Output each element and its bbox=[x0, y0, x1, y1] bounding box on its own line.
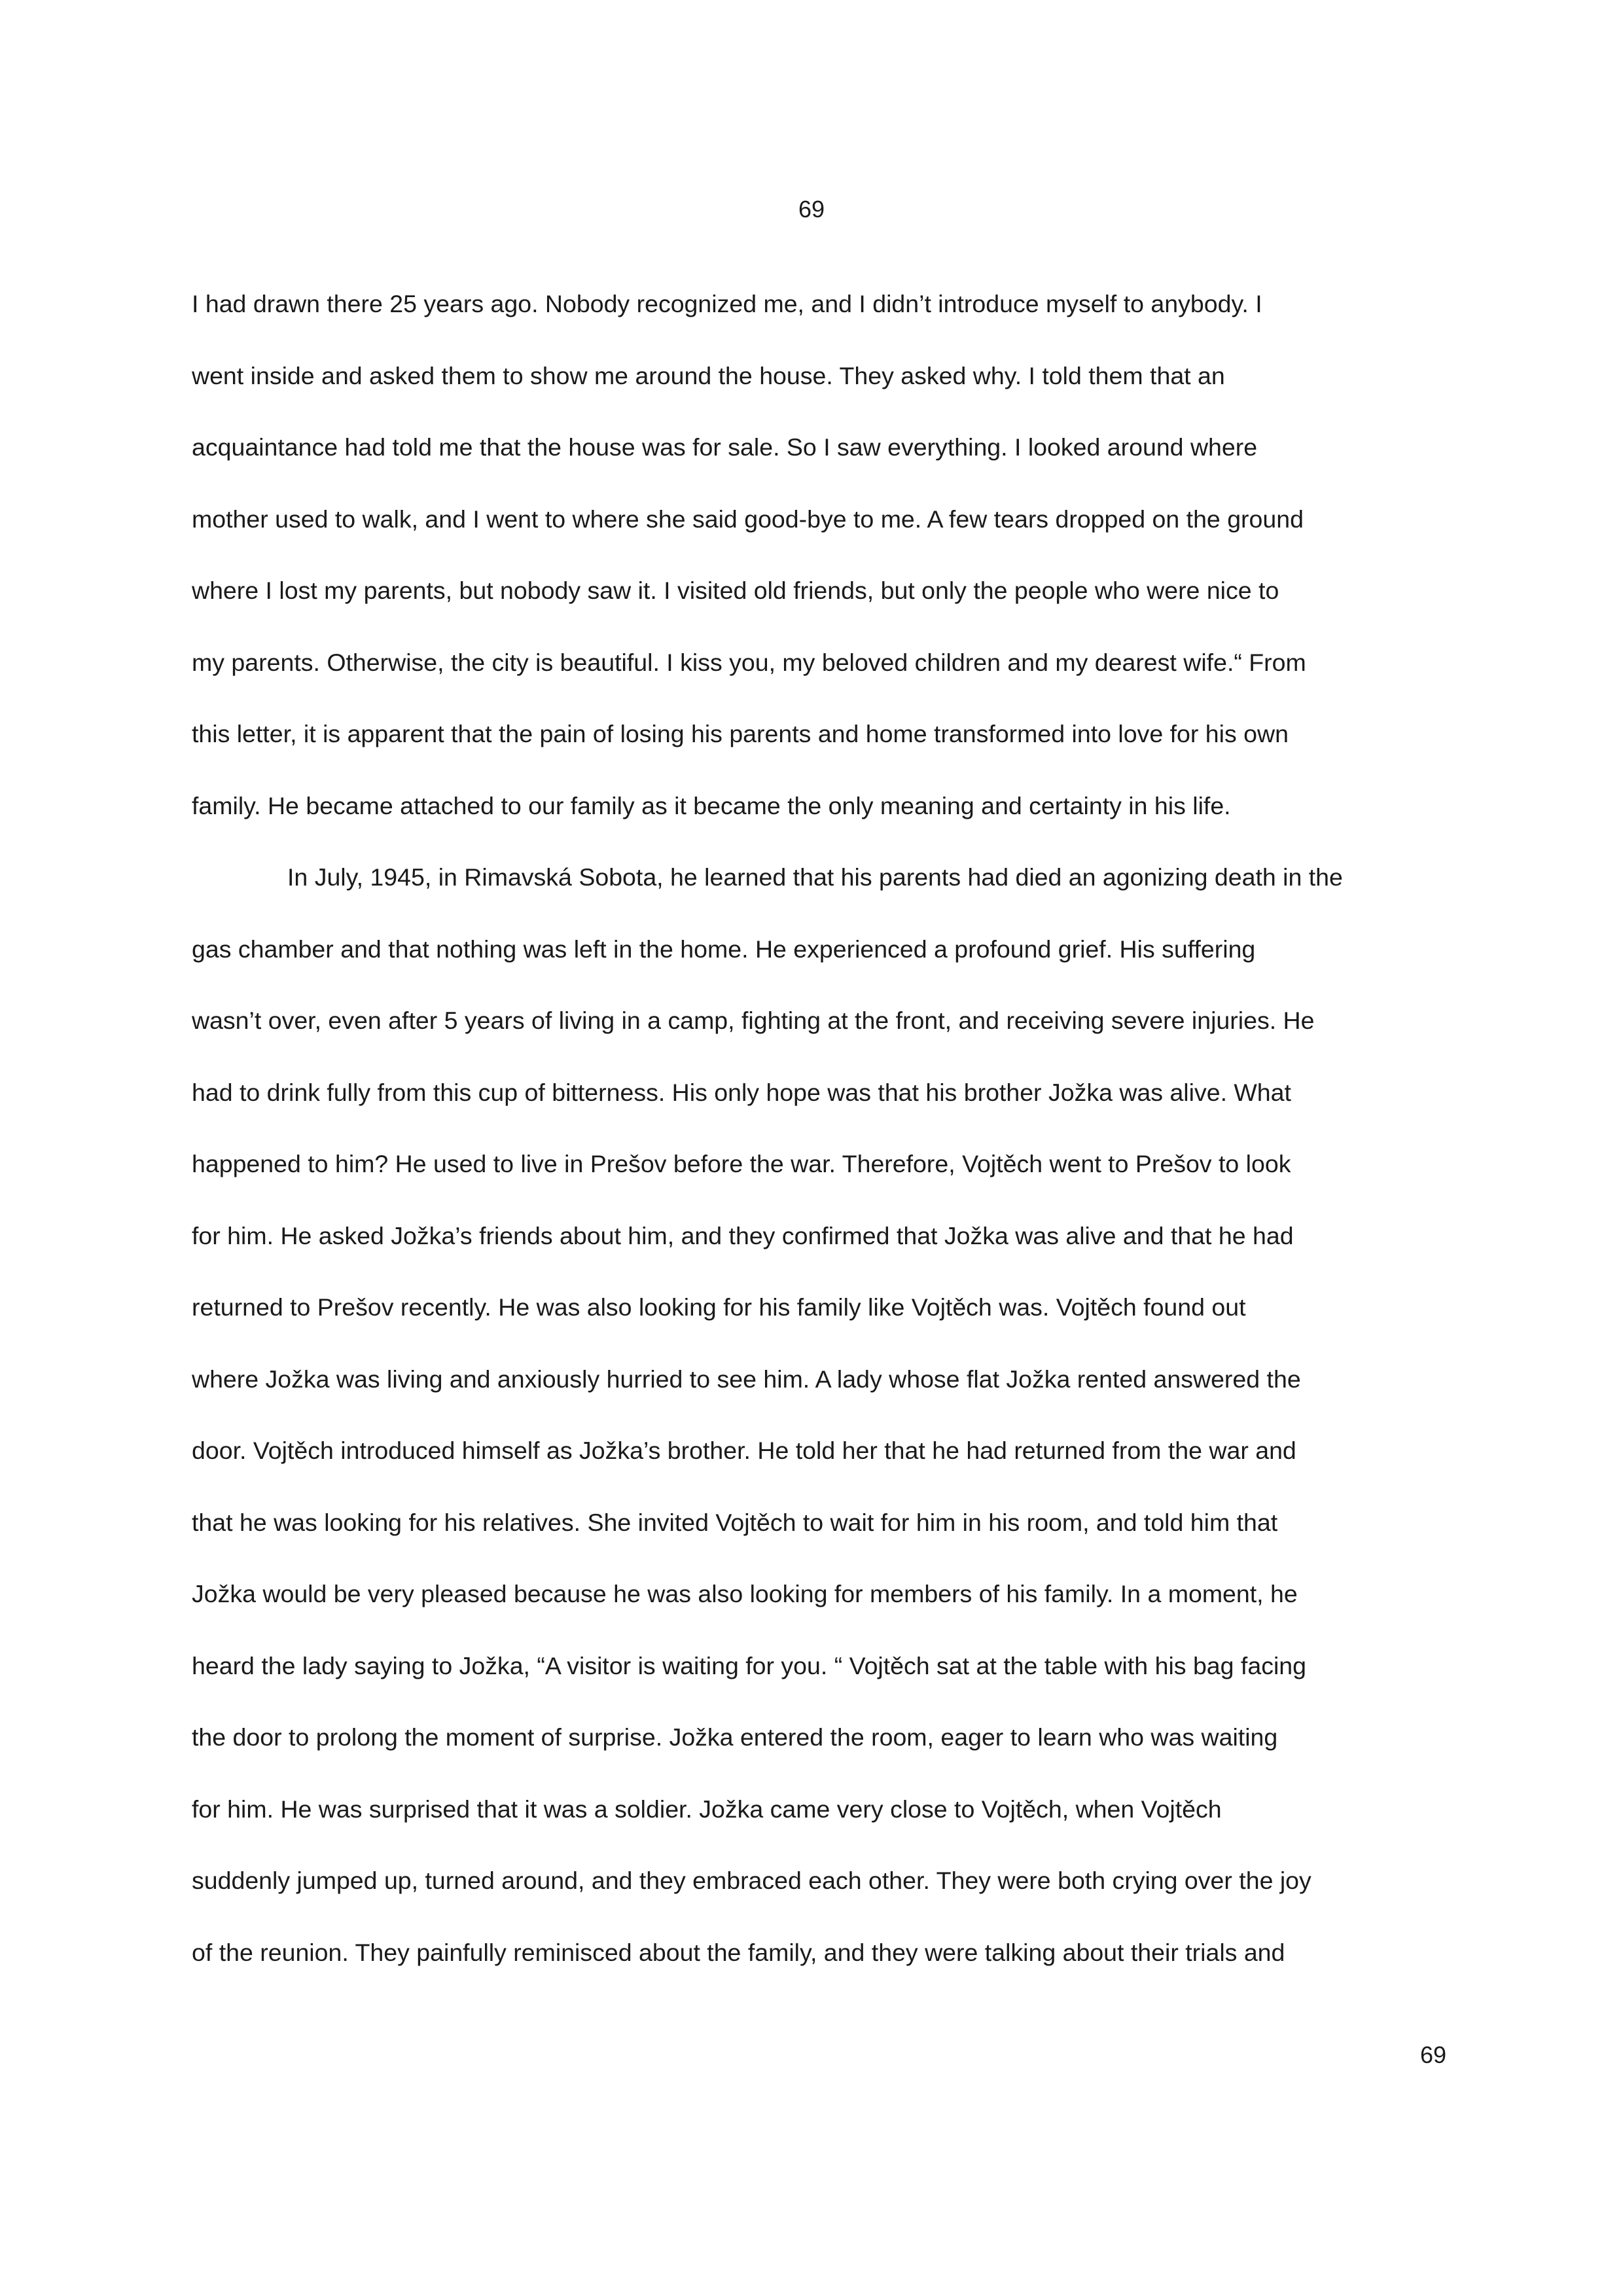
text-line: the door to prolong the moment of surprise. Jožka entered the room, eager to learn who was waiting bbox=[192, 1723, 1278, 1751]
text-line: I had drawn there 25 years ago. Nobody recognized me, and I didn’t introduce myself to anybody. I bbox=[192, 290, 1262, 317]
text-line: my parents. Otherwise, the city is beautiful. I kiss you, my beloved children and my dearest wife.“ From bbox=[192, 648, 1306, 676]
text-line: suddenly jumped up, turned around, and they embraced each other. They were both crying over the joy bbox=[192, 1867, 1311, 1894]
body-text bbox=[192, 289, 1448, 2009]
text-line: for him. He asked Jožka’s friends about him, and they confirmed that Jožka was alive and that he had bbox=[192, 1221, 1294, 1249]
text-line: went inside and asked them to show me around the house. They asked why. I told them that an bbox=[192, 361, 1225, 389]
text-line: Jožka would be very pleased because he was also looking for members of his family. In a moment, he bbox=[192, 1580, 1298, 1607]
paragraph-first-line: In July, 1945, in Rimavská Sobota, he learned that his parents had died an agonizing death in the bbox=[287, 863, 1343, 891]
text-line: acquaintance had told me that the house was for sale. So I saw everything. I looked around where bbox=[192, 433, 1258, 461]
text-line: mother used to walk, and I went to where she said good-bye to me. A few tears dropped on the ground bbox=[192, 505, 1304, 533]
text-line: heard the lady saying to Jožka, “A visitor is waiting for you. “ Vojtěch sat at the table with his bag facing bbox=[192, 1651, 1306, 1679]
text-line: family. He became attached to our family as it became the only meaning and certainty in his life. bbox=[192, 791, 1231, 819]
text-line: that he was looking for his relatives. She invited Vojtěch to wait for him in his room, and told him that bbox=[192, 1508, 1278, 1536]
text-line: wasn’t over, even after 5 years of living in a camp, fighting at the front, and receiving severe injuries. He bbox=[192, 1007, 1315, 1034]
text-line: gas chamber and that nothing was left in the home. He experienced a profound grief. His suffering bbox=[192, 935, 1256, 963]
text-line: had to drink fully from this cup of bitterness. His only hope was that his brother Jožka was alive. What bbox=[192, 1078, 1291, 1106]
text-line: returned to Prešov recently. He was also looking for his family like Vojtěch was. Vojtěch found out bbox=[192, 1293, 1246, 1321]
page-number-bottom: 69 bbox=[1419, 2041, 1446, 2068]
text-line: where Jožka was living and anxiously hurried to see him. A lady whose flat Jožka rented answered the bbox=[192, 1365, 1301, 1393]
text-line: of the reunion. They painfully reminisced about the family, and they were talking about their trials and bbox=[192, 1938, 1285, 1966]
text-line: for him. He was surprised that it was a soldier. Jožka came very close to Vojtěch, when Vojtěch bbox=[192, 1795, 1222, 1823]
text-line: door. Vojtěch introduced himself as Jožka’s brother. He told her that he had returned from the war and bbox=[192, 1437, 1296, 1464]
page-number-top: 69 bbox=[798, 196, 825, 223]
text-line: this letter, it is apparent that the pain of losing his parents and home transformed into love for his own bbox=[192, 720, 1289, 747]
text-line: happened to him? He used to live in Prešov before the war. Therefore, Vojtěch went to Prešov to look bbox=[192, 1150, 1291, 1177]
text-line: where I lost my parents, but nobody saw it. I visited old friends, but only the people who were nice to bbox=[192, 577, 1279, 604]
